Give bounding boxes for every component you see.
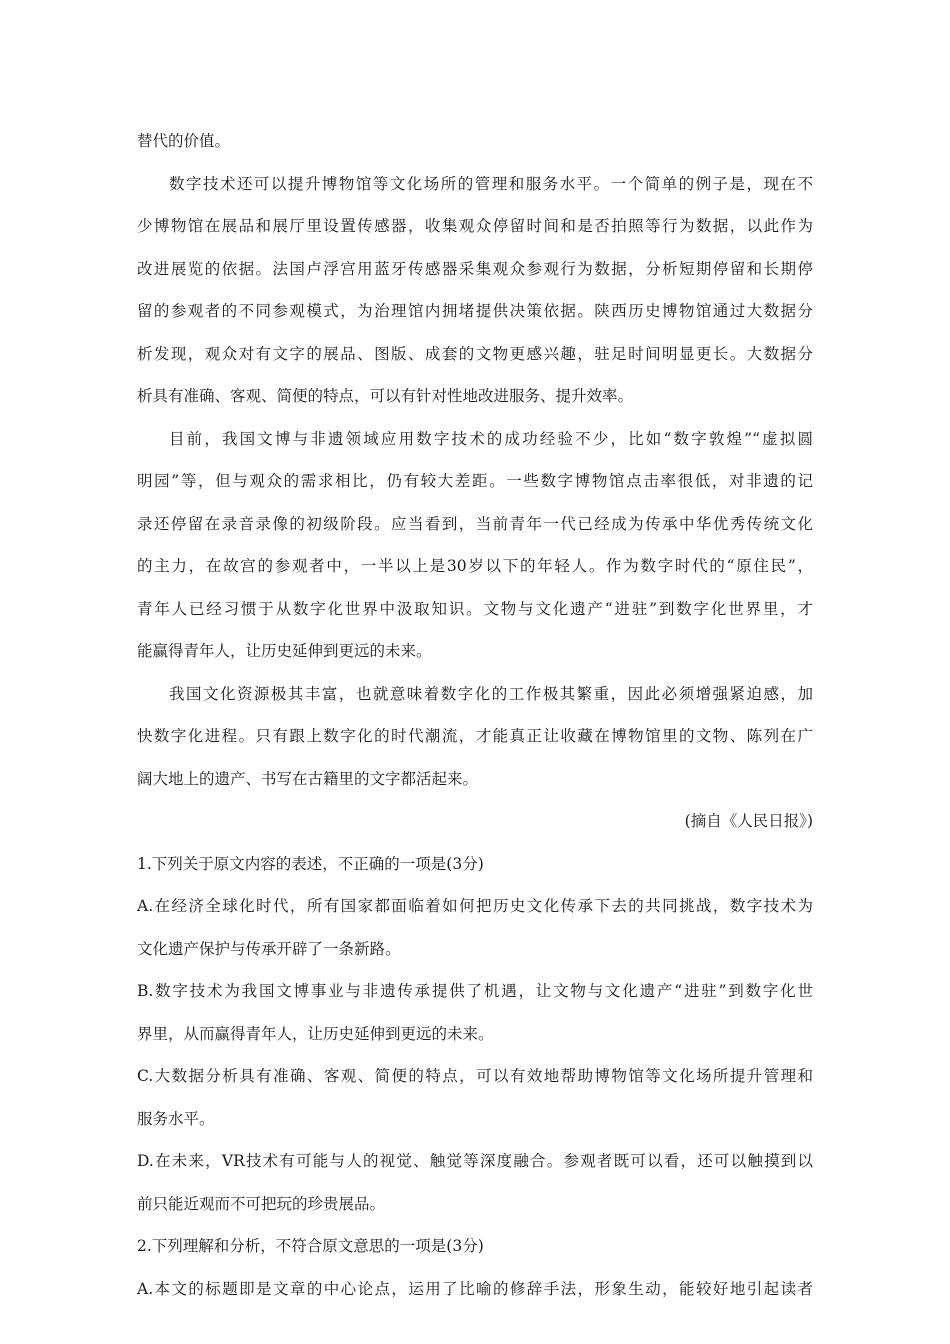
text-line: 析具有准确、客观、简便的特点，可以有针对性地改进服务、提升效率。: [137, 387, 634, 405]
question-1-option-d: D.在未来，VR技术有可能与人的视觉、触觉等深度融合。参观者既可以看，还可以触摸到以: [137, 1152, 813, 1170]
text-line: 替代的价值。: [137, 132, 231, 150]
question-1-option-d-cont: 前只能近观而不可把玩的珍贵展品。: [137, 1194, 386, 1213]
question-1-option-a: A.在经济全球化时代，所有国家都面临着如何把历史文化传承下去的共同挑战，数字技术为: [137, 897, 813, 915]
text-line: 阔大地上的遗产、书写在古籍里的文字都活起来。: [137, 769, 479, 788]
text-line: 的主力，在故宫的参观者中，一半以上是30岁以下的年轻人。作为数字时代的“原住民”，: [137, 557, 813, 575]
text-line: 少博物馆在展品和展厅里设置传感器，收集观众停留时间和是否拍照等行为数据，以此作为: [137, 217, 813, 235]
question-2-stem: 2.下列理解和分析，不符合原文意思的一项是(3分): [137, 1237, 484, 1255]
question-1-option-b: B.数字技术为我国文博事业与非遗传承提供了机遇，让文物与文化遗产“进驻”到数字化世: [137, 982, 813, 1000]
text-line: 明园”等，但与观众的需求相比，仍有较大差距。一些数字博物馆点击率很低，对非遗的记: [137, 472, 813, 490]
question-1-option-b-cont: 界里，从而赢得青年人，让历史延伸到更远的未来。: [137, 1024, 494, 1043]
question-1-option-c-cont: 服务水平。: [137, 1109, 215, 1128]
question-1-stem: 1.下列关于原文内容的表述，不正确的一项是(3分): [137, 854, 484, 873]
paragraph-line: 目前，我国文博与非遗领域应用数字技术的成功经验不少，比如“数字敦煌”“虚拟圆: [169, 429, 813, 448]
text-line: 改进展览的依据。法国卢浮宫用蓝牙传感器采集观众参观行为数据，分析短期停留和长期停: [137, 259, 813, 278]
document-page: [137, 120, 813, 1310]
text-line: 快数字化进程。只有跟上数字化的时代潮流，才能真正让收藏在博物馆里的文物、陈列在广: [137, 727, 813, 745]
text-line: 析发现，观众对有文字的展品、图版、成套的文物更感兴趣，驻足时间明显更长。大数据分: [137, 344, 813, 363]
text-line: 录还停留在录音录像的初级阶段。应当看到，当前青年一代已经成为传承中华优秀传统文化: [137, 514, 813, 533]
question-2-option-a: A.本文的标题即是文章的中心论点，运用了比喻的修辞手法，形象生动，能较好地引起读者: [137, 1279, 813, 1298]
question-1-option-a-cont: 文化遗产保护与传承开辟了一条新路。: [137, 939, 401, 958]
text-line: 青年人已经习惯于从数字化世界中汲取知识。文物与文化遗产“进驻”到数字化世界里，才: [137, 599, 813, 618]
text-line: 留的参观者的不同参观模式，为治理馆内拥堵提供决策依据。陕西历史博物馆通过大数据分: [137, 302, 813, 320]
text-line: 能赢得青年人，让历史延伸到更远的未来。: [137, 642, 432, 660]
paragraph-line: 我国文化资源极其丰富，也就意味着数字化的工作极其繁重，因此必须增强紧迫感，加: [169, 684, 813, 703]
source-citation: (摘自《人民日报》): [684, 812, 813, 830]
question-1-option-c: C.大数据分析具有准确、客观、简便的特点，可以有效地帮助博物馆等文化场所提升管理和: [137, 1067, 813, 1085]
paragraph-line: 数字技术还可以提升博物馆等文化场所的管理和服务水平。一个简单的例子是，现在不: [169, 174, 813, 193]
